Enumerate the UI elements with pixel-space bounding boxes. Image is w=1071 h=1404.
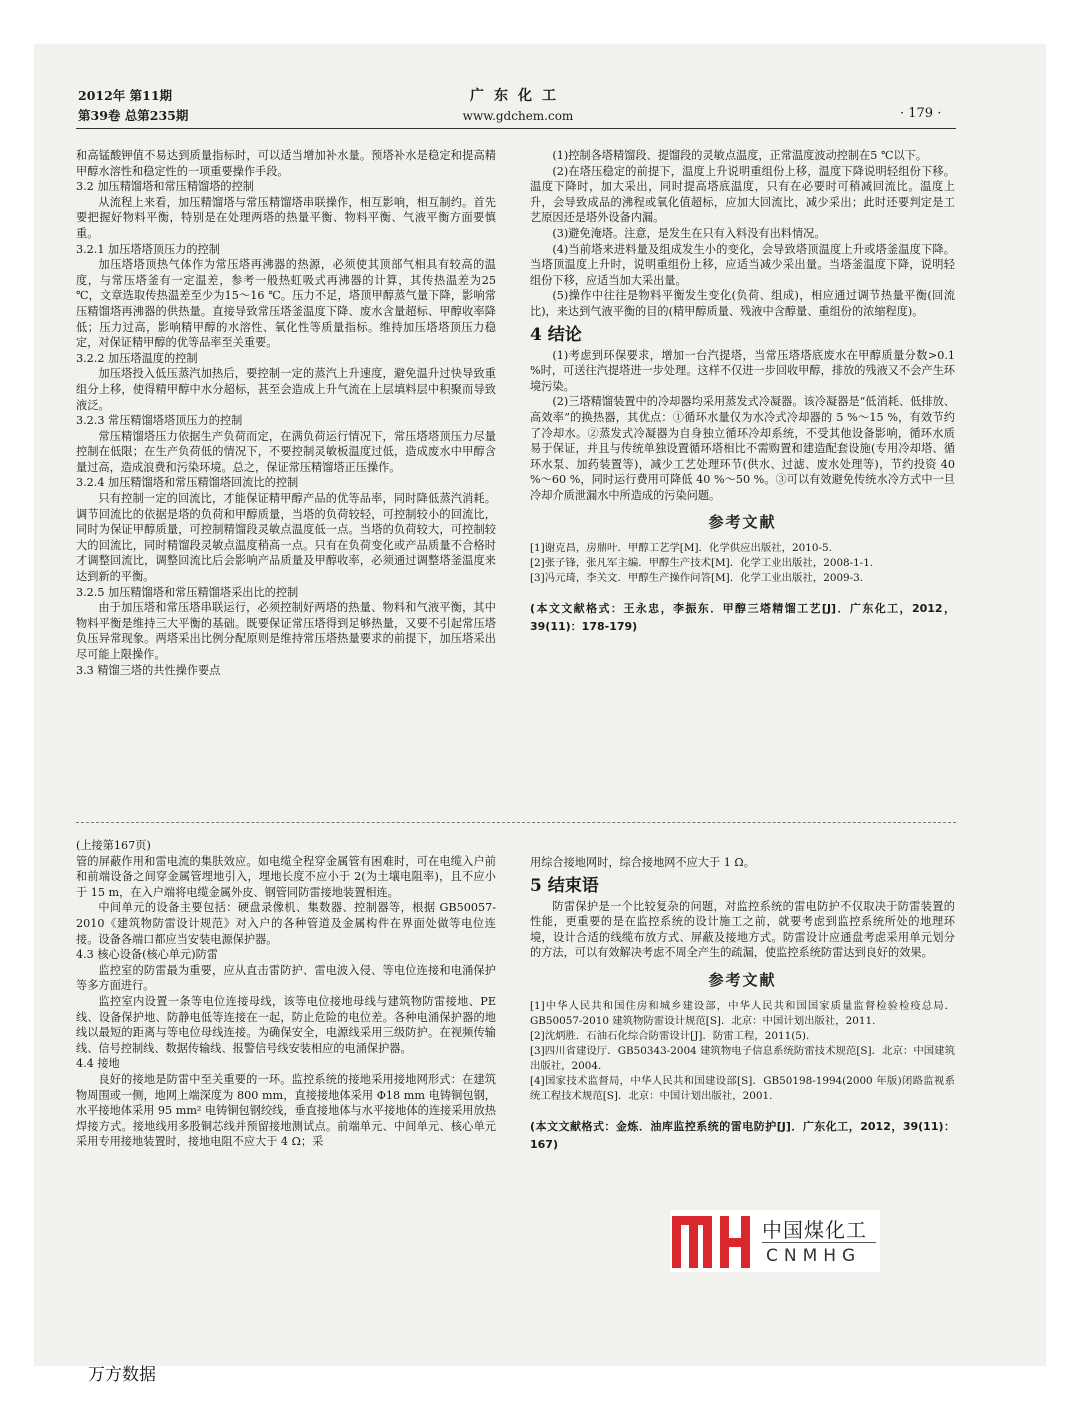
continuation-note: (上接第167页)	[76, 839, 151, 852]
reference-item: [3]四川省建设厅．GB50343-2004 建筑物电子信息系统防雷技术规范[S]．北京：中国建筑出版社，2004.	[530, 1044, 955, 1072]
logo-name-en: CNMHG	[766, 1246, 862, 1266]
paragraph: (1)控制各塔精馏段、提馏段的灵敏点温度，正常温度波动控制在5 ℃以下。	[552, 149, 928, 162]
references-title: 参考文献	[708, 970, 777, 989]
journal-name: 广东化工	[470, 88, 566, 104]
references-title: 参考文献	[708, 513, 777, 532]
volume-label: 第39卷 总第235期	[78, 108, 189, 123]
paragraph: 加压塔投入低压蒸汽加热后，要控制一定的蒸汽上升速度，避免温升过快导致重组分上移，使得精甲醇中水分超标，甚至会造成上升气流在上层填料层中积聚而导致液泛。	[76, 367, 496, 412]
top-right-column	[530, 148, 955, 798]
journal-url: www.gdchem.com	[462, 109, 574, 123]
logo-divider	[762, 1242, 876, 1243]
paragraph: 和高锰酸钾值不易达到质量指标时，可以适当增加补水量。预塔补水是稳定和提高精甲醇水溶性和稳定性的一项重要操作手段。	[76, 149, 496, 178]
reference-item: [3]冯元琦，李关文．甲醇生产操作问答[M]．化学工业出版社，2009-3.	[530, 572, 864, 585]
paragraph: (3)避免淹塔。注意，是发生在只有入料没有出料情况。	[552, 226, 826, 240]
paragraph: 良好的接地是防雷中至关重要的一环。监控系统的接地采用接地网形式：在建筑物周围或一侧，地网上端深度为 800 mm，直接接地体采用 Φ18 mm 电铸铜包钢，水平接地体采用 95 mm² 电铸铜包钢绞线，垂直接地体与水平接地体的连接采用放热焊接方式。接地线用多股铜芯线并预留接地测试点。前端单元、中间单元、核心单元采用专用接地装置时，接地电阻不应大于 4 Ω；采	[76, 1072, 496, 1149]
page-number: · 179 ·	[900, 106, 942, 121]
top-left-column	[76, 148, 496, 798]
bottom-right-column	[530, 855, 955, 1235]
paragraph: 用综合接地网时，综合接地网不应大于 1 Ω。	[530, 856, 755, 869]
section-heading: 3.2.3 常压精馏塔塔顶压力的控制	[76, 414, 243, 428]
logo-name-cn: 中国煤化工	[762, 1218, 867, 1242]
paragraph: 防雷保护是一个比较复杂的问题，对监控系统的雷电防护不仅取决于防雷装置的性能，更重要的是在监控系统的设计施工之前，就要考虑到监控系统所处的地理环境，设计合适的线缆布放方式、屏蔽及接地方式。防雷设计应通盘考虑采用单元划分的方法，可以有效解决考虑不周全产生的疏漏，使监控系统防雷达到良好的效果。	[530, 899, 955, 960]
section-heading: 3.2.5 加压精馏塔和常压精馏塔采出比的控制	[76, 585, 299, 599]
issue-label: 2012年 第11期	[78, 88, 173, 103]
paragraph: 常压精馏塔压力依据生产负荷而定，在满负荷运行情况下，常压塔塔顶压力尽量控制在低限；在生产负荷低的情况下，不要控制灵敏板温度过低，造成废水中甲醇含量过高，造成浪费和污染环境。总之，保证常压精馏塔正压操作。	[76, 429, 496, 474]
paragraph: (4)当前塔来进料量及组成发生小的变化，会导致塔顶温度上升或塔釜温度下降。当塔顶温度上升时，说明重组份上移，应适当减少采出量。当塔釜温度下降，说明轻组份下移，应适当加大采出量。	[530, 242, 955, 287]
section-heading: 3.2.1 加压塔塔顶压力的控制	[76, 242, 220, 256]
paragraph: (2)三塔精馏装置中的冷却器均采用蒸发式冷凝器。该冷凝器是“低消耗、低排放、高效率”的换热器，其优点：①循环水量仅为水冷式冷却器的 5 %～15 %，有效节约了冷却水。②蒸发式冷凝器为自身独立循环冷却系统，不受其他设备影响，循环水质易于保证，并且与传统单独设置循环塔相比不需购置和建造配套设施(专用冷却塔、循环水泵、加药装置等)，减少工艺处理环节(供水、过滤、废水处理等)，节约投资 40 %～60 %，同时运行费用可降低 40 %～50 %。③可以有效避免传统水冷方式中一旦冷却介质泄漏水中所造成的污染问题。	[530, 395, 955, 502]
paragraph: 监控室内设置一条等电位连接母线，该等电位接地母线与建筑物防雷接地、PE 线、设备保护地、防静电低等连接在一起，防止危险的电位差。各种电涌保护器的地线以最短的距离与等电位母线连接。为确保安全，电源线采用三级防护。在视频传输线、信号控制线、数据传输线、报警信号线安装相应的电涌保护器。	[76, 994, 496, 1055]
paragraph: (2)在塔压稳定的前提下，温度上升说明重组份上移，温度下降说明轻组份下移。温度下降时，加大采出，同时提高塔底温度，只有在必要时可稍减回流比。温度上升，会导致成品的沸程或氧化值超标，应加大回流比，减少采出；此时还要判定是工艺原因还是塔外设备内漏。	[530, 164, 955, 225]
paragraph: 中间单元的设备主要包括：硬盘录像机、集数器、控制器等，根据 GB50057-2010《建筑物防雷设计规范》对入户的各种管道及金属构件在界面处做等电位连接。设备各端口都应当安装电源保护器。	[76, 901, 496, 946]
paragraph: 管的屏蔽作用和雷电流的集肤效应。如电缆全程穿金属管有困难时，可在电缆入户前和前端设备之间穿金属管埋地引入，埋地长度不应小于 2(为土壤电阻率)，且不应小于 15 m，在入户端将电缆金属外皮、钢管同防雷接地装置相连。	[76, 854, 496, 899]
article-divider	[76, 822, 956, 823]
header-rule	[76, 128, 956, 129]
citation-format: (本文文献格式：王永忠，李振东．甲醇三塔精馏工艺[J]．广东化工，2012，39(11)：178-179)	[530, 602, 955, 634]
logo-mark-icon	[670, 1214, 752, 1270]
section-heading: 3.3 精馏三塔的共性操作要点	[76, 663, 221, 677]
section-heading: 4.3 核心设备(核心单元)防雷	[76, 948, 218, 962]
paragraph: 加压塔塔顶热气体作为常压塔再沸器的热源，必须使其顶部气相具有较高的温度，与常压塔釜有一定温差，参考一般热虹吸式再沸器的计算，其传热温差为25 ℃，文章选取传热温差至少为15～16 ℃。压力不足，塔顶甲醇蒸气量下降，影响常压精馏塔再沸器的供热量。直接导致常压塔釜温度下降、废水含量超标、甲醇收率降低；压力过高，影响精甲醇的水溶性、氧化性等质量指标。维持加压塔塔顶压力稳定，对保证精甲醇的优等品率至关重要。	[76, 258, 496, 350]
paragraph: (5)操作中往往是物料平衡发生变化(负荷、组成)，相应通过调节热量平衡(回流比)，来达到气液平衡的目的(精甲醇质量、残液中含醇量、重组份的浓缩程度)。	[530, 289, 955, 318]
citation-format: (本文文献格式：金炼．油库监控系统的雷电防护[J]．广东化工，2012，39(11)：167)	[530, 1119, 955, 1151]
reference-item: [4]国家技术监督局，中华人民共和国建设部[S]．GB50198-1994(2000 年版)闭路监视系统工程技术规范[S]．北京：中国计划出版社，2001.	[530, 1074, 955, 1102]
reference-item: [2]张子锋，张凡军主编．甲醇生产技术[M]．化学工业出版社，2008-1-1.	[530, 557, 874, 570]
reference-item: [2]沈炳胜．石油石化综合防雷设计[J]．防雷工程，2011(5).	[530, 1029, 810, 1042]
watermark-logo	[670, 1210, 880, 1272]
section-heading: 4.4 接地	[76, 1057, 120, 1071]
reference-item: [1]谢克昌，房鼎叶．甲醇工艺学[M]．化学供应出版社，2010-5.	[530, 542, 832, 555]
paragraph: (1)考虑到环保要求，增加一台汽提塔，当常压塔塔底废水在甲醇质量分数>0.1 %时，可送往汽提塔进一步处理。这样不仅进一步回收甲醇，排放的残液又不会产生环境污染。	[530, 348, 955, 393]
section-heading-closing: 5 结束语	[530, 875, 599, 896]
section-heading: 3.2 加压精馏塔和常压精馏塔的控制	[76, 180, 254, 194]
paragraph: 由于加压塔和常压塔串联运行，必须控制好两塔的热量、物料和气液平衡，其中物料平衡是维持三大平衡的基础。既要保证常压塔得到足够热量，又要不引起常压塔负压异常现象。两塔采出比例分配原则是维持常压塔热量要求的前提下，加压塔采出尽可能上限操作。	[76, 601, 496, 661]
section-heading: 3.2.2 加压塔温度的控制	[76, 351, 198, 365]
section-heading-conclusion: 4 结论	[530, 324, 582, 345]
bottom-left-column	[76, 838, 496, 1248]
reference-item: [1]中华人民共和国住房和城乡建设部，中华人民共和国国家质量监督检验检疫总局．GB50057-2010 建筑物防雷设计规范[S]．北京：中国计划出版社，2011.	[530, 999, 955, 1027]
header-issue	[78, 86, 188, 126]
footer-source: 万方数据	[88, 1365, 156, 1385]
paragraph: 从流程上来看，加压精馏塔与常压精馏塔串联操作，相互影响，相互制约。首先要把握好物料平衡，特别是在处理两塔的热量平衡、物料平衡、气液平衡方面要慎重。	[76, 195, 496, 240]
paragraph: 只有控制一定的回流比，才能保证精甲醇产品的优等品率，同时降低蒸汽消耗。调节回流比的依据是塔的负荷和甲醇质量，当塔的负荷较轻，可控制较小的回流比，同时为保证甲醇质量，可控制精馏段灵敏点温度低一点。当塔的负荷较大，可控制较大的回流比，同时精馏段灵敏点温度稍高一点。只有在负荷变化或产品质量不合格时才调整回流比，调整回流比后会影响产品质量及甲醇收率，必须通过调整塔釜温度来达到新的平衡。	[76, 492, 496, 584]
section-heading: 3.2.4 加压精馏塔和常压精馏塔回流比的控制	[76, 476, 299, 490]
header-journal	[418, 86, 618, 126]
paragraph: 监控室的防雷最为重要，应从直击雷防护、雷电波入侵、等电位连接和电涌保护等多方面进行。	[76, 963, 496, 993]
